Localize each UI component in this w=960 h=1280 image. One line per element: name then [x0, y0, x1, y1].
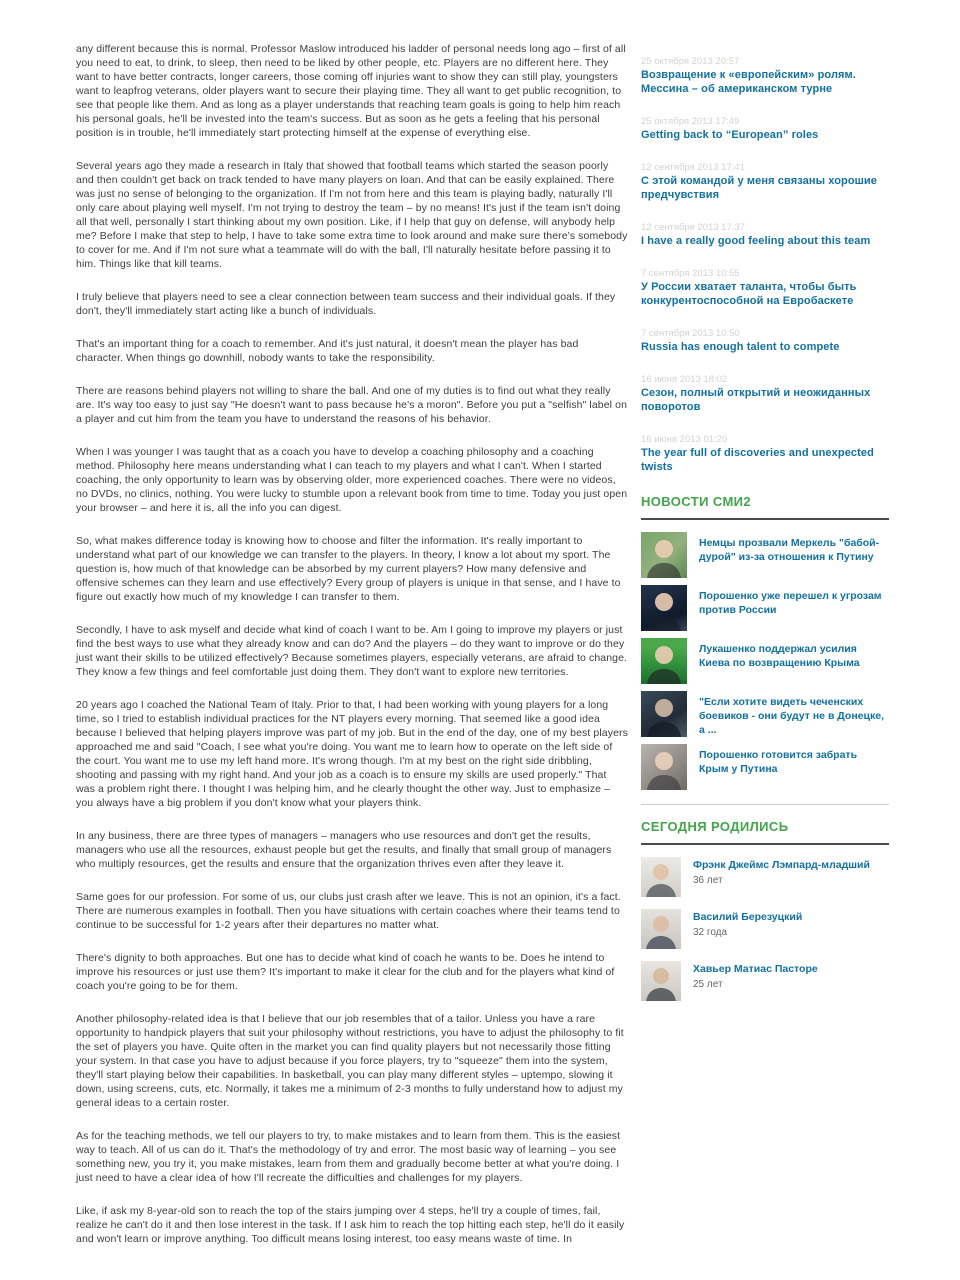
related-news-item: [641, 374, 889, 414]
article-paragraph: any different because this is normal. Professor Maslow introduced his ladder of personal needs long ago – first of all you need to eat, to drink, to sleep, then need to be liked by other people, etc. Players are no different here. They want to have better contracts, longer careers, those coming off injuries want to show they can still play, youngsters want to leapfrog veterans, older players want to secure their playing time. They all want to get public recognition, to see that people like them. And as long as a player understands that reaching team goals is going to help him reach his personal goals, he'll be invested into the team's success. But as soon as he gets a feeling that his personal position is in trouble, he'll immediately start protecting himself at the expense of everything else.: [76, 43, 626, 139]
news-date: 25 октября 2013 17:49: [641, 116, 740, 127]
article-paragraph: 20 years ago I coached the National Team of Italy. Prior to that, I had been working with young players for a long time, so I tried to establish individual practices for the NT players every morning. That seemed like a good idea because I believed that helping players improve was part of my job. But in the end of the day, one of my best players approached me and said "Coach, I see what you're doing. You want me to learn how to operate on the left side of the court. You want me to use my left hand more. It's wrong though. I'm at my best on the right side dribbling, shooting and passing with my right hand. And your job as a coach is to ensure my skills are used properly." That was a problem right there. I thought I was helping him, and he clearly thought the other way. Just to emphasize – you always have a big problem if you don't know what your players think.: [76, 699, 628, 809]
sidebar: [641, 56, 889, 1013]
news-link[interactable]: I have a really good feeling about this team: [641, 235, 871, 247]
article-paragraph: Secondly, I have to ask myself and decide what kind of coach I want to be. Am I going to improve my players or just find the best ways to use what they already know and can do? And the players – do they want to improve or do they just want their skills to be utilized effectively? Because sometimes players, especially veterans, are afraid to change. They know a few things and feel comfortable just doing them. They don't want to explore new territories.: [76, 624, 628, 678]
article-paragraph: In any business, there are three types of managers – managers who use resources and don't get the results, managers who use all the resources, exhaust people but get the results, and finally that small group of managers who multiply resources, get the results and ensure that the organization thrives even after they leave it.: [76, 830, 612, 870]
person-photo-placeholder-icon: [641, 532, 687, 578]
smi2-link[interactable]: Порошенко готовится забрать Крым у Путина: [699, 749, 858, 775]
related-news-item: [641, 116, 889, 142]
news-link[interactable]: Сезон, полный открытий и неожиданных поворотов: [641, 387, 871, 413]
related-news-item: [641, 328, 889, 354]
birthday-name-link[interactable]: Фрэнк Джеймс Лэмпард-младший: [693, 859, 870, 871]
birthday-info: [693, 857, 870, 897]
smi2-item[interactable]: [641, 744, 889, 790]
related-news-item: [641, 268, 889, 308]
news-thumbnail-merkel[interactable]: [641, 532, 687, 578]
news-date: 7 сентября 2013 10:50: [641, 328, 740, 339]
news-date: 16 июня 2013 18:02: [641, 374, 728, 385]
news-link[interactable]: С этой командой у меня связаны хорошие предчувствия: [641, 175, 878, 201]
birthday-item: [641, 909, 889, 949]
news-thumbnail-kadyrov[interactable]: [641, 691, 687, 737]
article-paragraph: So, what makes difference today is knowing how to choose and filter the information. It's really important to understand what part of our knowledge we can transfer to the players. In theory, I know a lot about my sport. The question is, how much of that knowledge can be absorbed by my current players? How many defensive and offensive schemes can they learn and use effectively? Every group of players is unique in that sense, and I have to figure out exactly how much of my knowledge I can transfer to them.: [76, 535, 621, 603]
news-link[interactable]: У России хватает таланта, чтобы быть конкурентоспособной на Евробаскете: [641, 281, 857, 307]
person-photo-placeholder-icon: [641, 744, 687, 790]
news-date: 16 июня 2013 01:20: [641, 434, 728, 445]
related-news-item: [641, 434, 889, 474]
birthday-photo-berezutski[interactable]: [641, 909, 681, 949]
birthday-info: [693, 961, 818, 1001]
person-photo-placeholder-icon: [641, 857, 681, 897]
related-news-item: [641, 56, 889, 96]
news-date: 7 сентября 2013 10:55: [641, 268, 740, 279]
related-news-item: [641, 222, 889, 248]
news-date: 25 октября 2013 20:57: [641, 56, 740, 67]
person-photo-placeholder-icon: [641, 638, 687, 684]
news-link[interactable]: Russia has enough talent to compete: [641, 341, 840, 353]
birthday-name-link[interactable]: Хавьер Матиас Пасторе: [693, 963, 818, 975]
smi2-link[interactable]: Немцы прозвали Меркель "бабой-дурой" из-за отношения к Путину: [699, 537, 880, 563]
person-photo-placeholder-icon: [641, 691, 687, 737]
smi2-item[interactable]: [641, 585, 889, 631]
smi2-section-header: НОВОСТИ СМИ2: [641, 494, 889, 520]
article-paragraph: Like, if ask my 8-year-old son to reach the top of the stairs jumping over 4 steps, he'll try a couple of times, fail, realize he can't do it and then lose interest in the task. If I ask him to reach the top hitting each step, he'll do it easily and won't learn or improve anything. Too difficult means losing interest, too easy means waste of time. In: [76, 1205, 625, 1245]
news-link[interactable]: Getting back to “European” roles: [641, 129, 819, 141]
birthday-photo-pastore[interactable]: [641, 961, 681, 1001]
news-date: 12 сентября 2013 17:37: [641, 222, 745, 233]
person-photo-placeholder-icon: [641, 585, 687, 631]
birthdays-section-header: СЕГОДНЯ РОДИЛИСЬ: [641, 819, 889, 845]
news-thumbnail-lukashenko[interactable]: [641, 638, 687, 684]
news-date: 12 сентября 2013 17:41: [641, 162, 745, 173]
section-divider: [641, 804, 889, 805]
birthday-item: [641, 961, 889, 1001]
birthday-age: 36 лет: [693, 875, 723, 886]
news-thumbnail-poroshenko[interactable]: [641, 585, 687, 631]
smi2-link[interactable]: Лукашенко поддержал усилия Киева по возвращению Крыма: [699, 643, 860, 669]
article-paragraph: Several years ago they made a research in Italy that showed that football teams which started the season poorly and then couldn't get back on track tended to have many players on loan. And that can be easily explained. There was just no sense of belonging to the organization. If I'm not from here and this team is playing badly, naturally I'll only care about playing well myself. I'm not trying to destroy the team – by no means! It's just if the team isn't doing all that well, personally I start thinking about my own position. Like, if I help that guy on defense, will anybody help me? Before I make that step to help, I have to take some extra time to look around and make sure there's somebody to cover for me. And if I'm not sure what a teammate will do with the ball, I'll naturally hesitate before passing it to him. Things like that kill teams.: [76, 160, 628, 270]
article-paragraph: Same goes for our profession. For some of us, our clubs just crash after we leave. This is not an opinion, it's a fact. There are numerous examples in football. Then you have situations with certain coaches where their teams tend to continue to be successful for 1-2 years after their departures no matter what.: [76, 891, 621, 931]
article-body: [76, 42, 628, 1265]
birthday-info: [693, 909, 802, 949]
birthday-name-link[interactable]: Василий Березуцкий: [693, 911, 803, 923]
smi2-link[interactable]: "Если хотите видеть чеченских боевиков - они будут не в Донецке, а ...: [699, 696, 884, 736]
article-paragraph: That's an important thing for a coach to remember. And it's just natural, it doesn't mean the player has bad character. When things go downhill, nobody wants to take the responsibility.: [76, 338, 579, 364]
smi2-item[interactable]: [641, 691, 889, 737]
smi2-item[interactable]: [641, 638, 889, 684]
person-photo-placeholder-icon: [641, 961, 681, 1001]
birthday-item: [641, 857, 889, 897]
person-photo-placeholder-icon: [641, 909, 681, 949]
smi2-item[interactable]: [641, 532, 889, 578]
news-link[interactable]: Возвращение к «европейским» ролям. Мессина – об американском турне: [641, 69, 856, 95]
news-link[interactable]: The year full of discoveries and unexpected twists: [641, 447, 874, 473]
smi2-link[interactable]: Порошенко уже перешел к угрозам против России: [699, 590, 882, 616]
birthday-age: 25 лет: [693, 979, 723, 990]
article-paragraph: As for the teaching methods, we tell our players to try, to make mistakes and to learn from them. This is the easiest way to teach. All of us can do it. That's the methodology of try and error. The most basic way of learning – you see something new, you try it, you make mistakes, learn from them and gradually become better at what you're doing. I just need to have a clear idea of how I'll recreate the difficulties and challenges for my players.: [76, 1130, 621, 1184]
birthday-age: 32 года: [693, 927, 728, 938]
article-paragraph: Another philosophy-related idea is that I believe that our job resembles that of a tailor. Unless you have a rare opportunity to handpick players that suit your philosophy without restrictions, you have to adjust the philosophy to fit the set of players you have. Quite often in the market you can find quality players but not necessarily those fitting your system. In that case you have to adjust because if you force players, try to "squeeze" them into the system, they'll start playing below their capabilities. In basketball, you can play many different styles – uptempo, slowing it down, using screens, cuts, etc. Normally, it takes me a minimum of 2-3 months to fully understand how to adjust my general ideas to a certain roster.: [76, 1013, 624, 1109]
news-thumbnail-putin[interactable]: [641, 744, 687, 790]
birthday-photo-lampard[interactable]: [641, 857, 681, 897]
article-paragraph: When I was younger I was taught that as a coach you have to develop a coaching philosophy and a coaching method. Philosophy here means understanding what I can teach to my players and what I can't. When I started coaching, the only opportunity to learn was by observing older, more experienced coaches. There were no videos, no DVDs, no clinics, nothing. You were lucky to stumble upon a relevant book from time to time. Today you just open your browser – and here it is, all the info you can digest.: [76, 446, 628, 514]
article-paragraph: I truly believe that players need to see a clear connection between team success and their individual goals. If they don't, they'll immediately start acting like a bunch of individuals.: [76, 291, 616, 317]
related-news-item: [641, 162, 889, 202]
article-paragraph: There are reasons behind players not willing to share the ball. And one of my duties is to find out what they really are. It's way too easy to just say "He doesn't want to pass because he's a moron". Before you put a "selfish" label on a player and cut him from the team you have to understand the reasons of his behavior.: [76, 385, 628, 425]
article-paragraph: There's dignity to both approaches. But one has to decide what kind of coach he wants to be. Does he intend to improve his resources or just use them? It's important to make it clear for the club and for the players what kind of coach you're going to be for them.: [76, 952, 615, 992]
